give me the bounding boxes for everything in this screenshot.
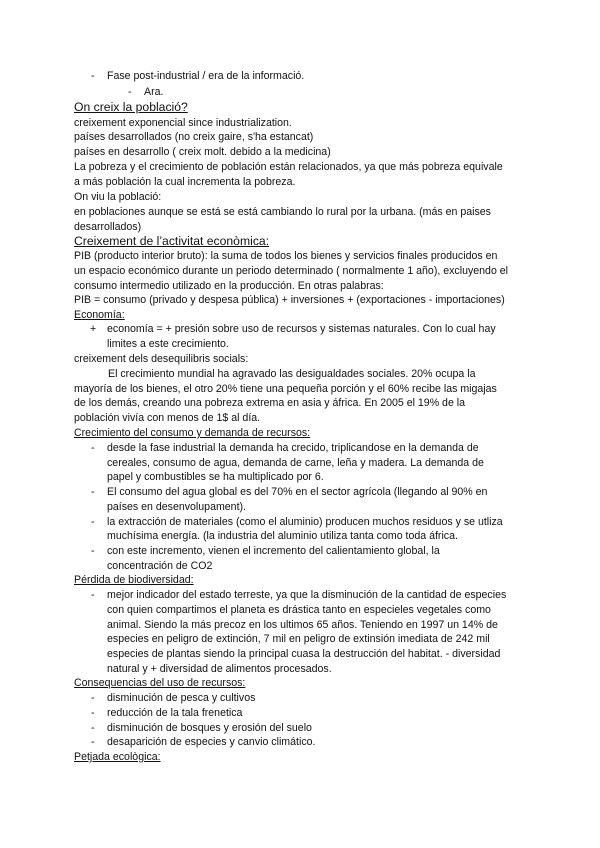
section-heading-biodiversitat: Pérdida de biodiversidad: [74,574,194,586]
paragraph-line: On viu la població: [74,191,162,203]
list-item: especies de plantas siendo la principal cuasa la destrucción del habitat. - diversidad [107,648,501,660]
paragraph-line: consumo intermedio utilizado en la producción. En otras palabras: [74,280,384,292]
list-item: concentración de CO2 [107,560,213,572]
list-item: economía = + presión sobre uso de recursos y sistemas naturales. Con lo cual hay [107,323,496,335]
paragraph-line: La pobreza y el crecimiento de población están relacionados, ya que más pobreza equivale [74,161,503,173]
list-item: desaparición de especies y canvio climático. [107,736,316,748]
list-item: disminución de bosques y erosión del suelo [107,722,312,734]
section-heading-economia: Economía: [74,309,125,321]
paragraph-line: mayoría de los bienes, el otro 20% tiene una pequeña porción y el 60% recibe las migajas [74,383,497,395]
list-item: limites a este crecimiento. [107,338,229,350]
list-item: Fase post-industrial / era de la informació. [107,70,305,82]
list-item: muchísima energía. (la industria del aluminio utiliza tanta como toda áfrica. [107,530,458,542]
list-item: desde la fase industrial la demanda ha crecido, triplicandose en la demanda de [107,442,479,454]
list-item: mejor indicador del estado terreste, ya que la disminución de la cantidad de especies [107,589,507,601]
paragraph-line: PIB = consumo (privado y despesa pública) + inversiones + (exportaciones - importaciones) [74,294,505,306]
section-heading-consecuencias: Consequencias del uso de recursos: [74,677,246,689]
list-item: con este incremento, vienen el incremento del calientamiento global, la [107,545,440,557]
section-heading-creixement: Creixement de l’activitat econòmica: [74,234,270,248]
paragraph-line: población vivía con menos de 1$ al día. [74,412,261,424]
list-item: países en desenvolupament). [107,501,246,513]
list-item: especies en peligro de extinción, 7 mil en peligro de extinsión imediata de 242 mil [107,633,490,645]
paragraph-line: El crecimiento mundial ha agravado las desigualdades sociales. 20% ocupa la [108,368,476,380]
bullet-dash: - [91,545,95,557]
list-item: con quien compartimos el planeta es drástica tanto en especieles vegetales como [107,604,491,616]
section-heading-petjada: Petjada ecològica: [74,751,161,763]
section-heading-poblacio: On creix la població? [74,100,188,114]
list-item: reducción de la tala frenetica [107,707,243,719]
paragraph-line: un espacio económico durante un periodo determinado ( normalmente 1 año), excluyendo el [74,265,509,277]
bullet-dash: - [91,589,95,601]
list-item: animal. Siendo la más precoz en los ultimos 65 años. Teniendo en 1997 un 14% de [107,619,498,631]
bullet-dash: - [91,707,95,719]
bullet-dash: - [91,70,95,82]
bullet-dash: - [91,516,95,528]
paragraph-line: creixement exponencial since industrialization. [74,117,292,129]
bullet-dash: - [91,722,95,734]
paragraph-line: a más población la cual incrementa la pobreza. [74,176,296,188]
list-item: Ara. [144,86,164,98]
bullet-dash: - [91,736,95,748]
paragraph-line: de los demás, creando una pobreza extrema en asia y áfrica. En 2005 el 19% de la [74,397,466,409]
paragraph-line: desarrollados) [74,221,142,233]
paragraph-line: en poblaciones aunque se está se está cambiando lo rural por la urbana. (más en paises [74,206,491,218]
list-item: la extracción de materiales (como el aluminio) producen muchos residuos y se utliza [107,516,503,528]
paragraph-line: países en desarrollo ( creix molt. debido a la medicina) [74,146,331,158]
list-item: disminución de pesca y cultivos [107,692,256,704]
list-item: natural y + diversidad de alimentos procesados. [107,663,332,675]
bullet-dash: - [91,692,95,704]
paragraph-line: creixement dels desequilibris socials: [74,353,249,365]
paragraph-line: PIB (producto interior bruto): la suma de todos los bienes y servicios finales producidos en [74,250,498,262]
section-heading-consumo: Crecimiento del consumo y demanda de recursos: [74,427,311,439]
bullet-dash: - [91,486,95,498]
bullet-dash: - [91,442,95,454]
bullet-dash: - [128,86,132,98]
paragraph-line: países desarrollados (no creix gaire, s'ha estancat) [74,131,314,143]
list-item: cereales, consumo de agua, demanda de carne, leña y madera. La demanda de [107,457,484,469]
bullet-plus: + [90,323,97,335]
list-item: El consumo del agua global es del 70% en el sector agrícola (llegando al 90% en [107,486,488,498]
list-item: papel y combustibles se ha multiplicado por 6. [107,471,324,483]
